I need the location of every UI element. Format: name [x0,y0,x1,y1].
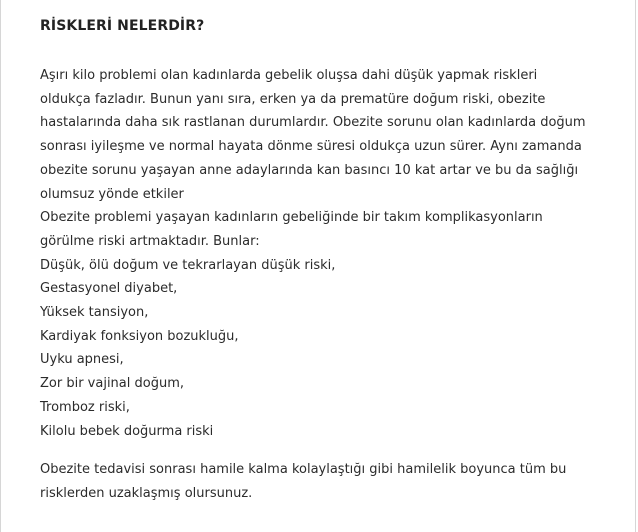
intro-line: sonrası iyileşme ve normal hayata dönme süresi oldukça uzun sürer. Aynı zamanda [40,139,582,155]
section-heading: RİSKLERİ NELERDİR? [40,18,205,34]
conclusion-paragraph [40,458,610,505]
intro-line: Obezite problemi yaşayan kadınların gebeliğinde bir takım komplikasyonların [40,210,543,226]
risk-list-item: Düşük, ölü doğum ve tekrarlayan düşük riski, [40,257,336,273]
risk-list-item: Uyku apnesi, [40,352,124,368]
intro-paragraph [40,64,610,254]
conclusion-line: risklerden uzaklaşmış olursunuz. [40,485,253,501]
risk-list-item: Kilolu bebek doğurma riski [40,423,214,439]
intro-line: olumsuz yönde etkiler [40,186,184,202]
intro-line: hastalarında daha sık rastlanan durumlardır. Obezite sorunu olan kadınlarda doğum [40,115,586,131]
intro-line: Aşırı kilo problemi olan kadınlarda gebelik oluşsa dahi düşük yapmak riskleri [40,68,538,83]
paragraph-gap [40,443,610,458]
risk-list-item: Zor bir vajinal doğum, [40,376,185,392]
risk-list-item: Yüksek tansiyon, [40,305,149,321]
intro-line: görülme riski artmaktadır. Bunlar: [40,233,260,249]
intro-line: oldukça fazladır. Bunun yanı sıra, erken ya da prematüre doğum riski, obezite [40,91,546,107]
risk-list-item: Gestasyonel diyabet, [40,281,178,297]
intro-line: obezite sorunu yaşayan anne adaylarında kan basıncı 10 kat artar ve bu da sağlığı [40,162,579,178]
risk-list-item: Tromboz riski, [40,399,130,415]
risk-list [40,254,610,444]
conclusion-line: Obezite tedavisi sonrası hamile kalma kolaylaştığı gibi hamilelik boyunca tüm bu [40,462,567,478]
risk-list-item: Kardiyak fonksiyon bozukluğu, [40,328,239,344]
article-content [40,16,610,506]
